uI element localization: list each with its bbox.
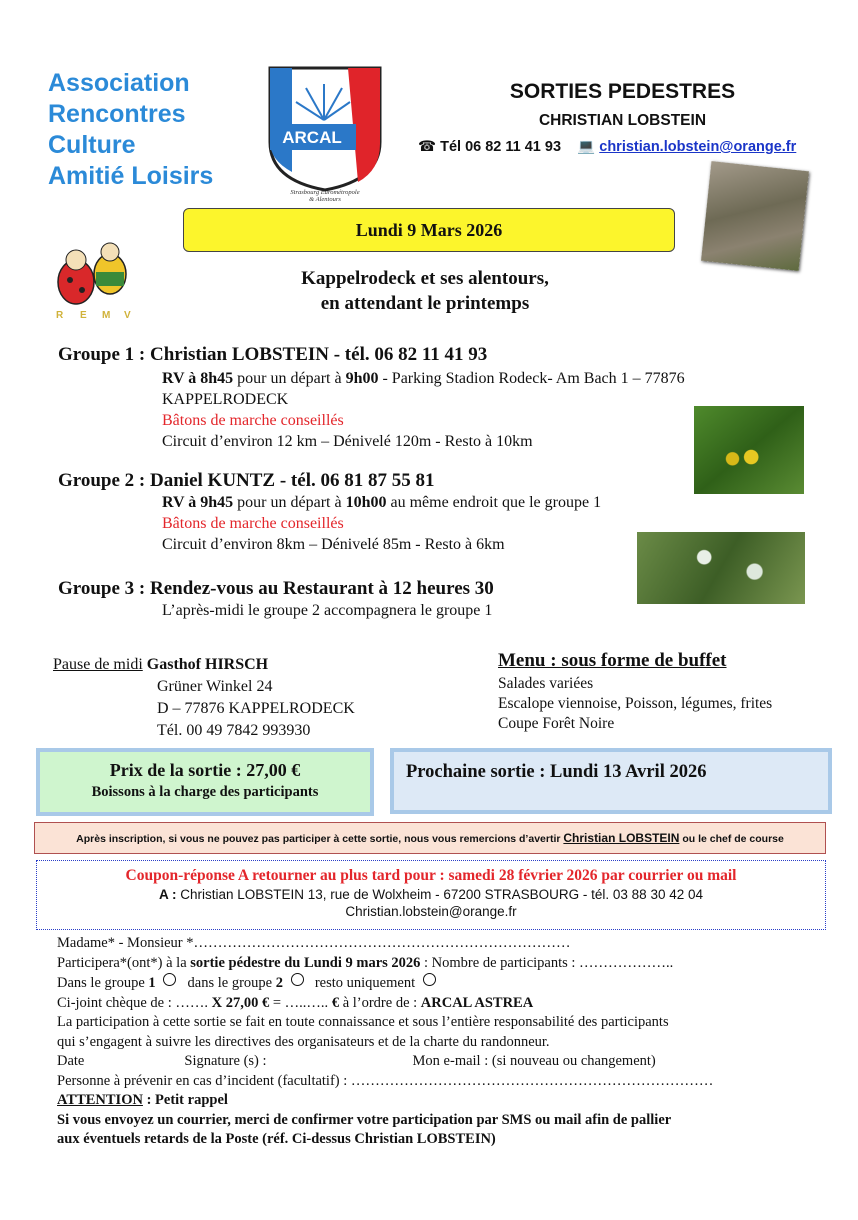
restaurant-name: Gasthof HIRSCH — [146, 656, 269, 673]
computer-icon: 💻 — [577, 139, 596, 155]
next-outing: Prochaine sortie : Lundi 13 Avril 2026 — [406, 762, 707, 782]
restaurant-tel: Tél. 00 49 7842 993930 — [157, 722, 311, 739]
group-2-details — [162, 492, 601, 555]
price-line: Prix de la sortie : 27,00 € — [109, 760, 301, 780]
outing-title — [250, 266, 600, 316]
statue-photo — [701, 161, 809, 271]
title-line: Kappelrodeck et ses alentours, — [301, 268, 549, 289]
form-text: resto uniquement — [314, 975, 416, 991]
coupon-addr-label: A : — [159, 887, 177, 902]
form-text: Participera*(ont*) à la — [57, 954, 191, 971]
group-1-heading: Groupe 1 : Christian LOBSTEIN - tél. 06 82 11 41 93 — [58, 344, 488, 365]
date-field[interactable]: Date — [57, 1053, 85, 1069]
attention-label: ATTENTION — [57, 1092, 143, 1108]
drinks-note: Boissons à la charge des participants — [91, 784, 319, 800]
rv-text: pour un départ à — [233, 370, 346, 387]
participants-field[interactable]: : Nombre de participants : ……………….. — [420, 954, 674, 971]
menu-item: Coupe Forêt Noire — [498, 715, 615, 732]
group-1-details — [162, 368, 685, 452]
form-text: Dans le groupe — [57, 975, 149, 991]
rv-place: au même endroit que le groupe 1 — [386, 494, 602, 511]
responsibility-text: La participation à cette sortie se fait en toute connaissance et sous l’entière responsabilité des participants — [57, 1014, 669, 1030]
phone-number: Tél 06 82 11 41 93 — [440, 139, 562, 155]
coupon-address: Christian LOBSTEIN 13, rue de Wolxheim - 67200 STRASBOURG - tél. 03 88 30 42 04 — [176, 887, 703, 902]
menu-item: Escalope viennoise, Poisson, légumes, frites — [498, 695, 773, 712]
mascot-letter: M — [102, 310, 111, 321]
next-outing-box — [390, 748, 832, 814]
crocus-photo — [694, 406, 804, 494]
notice-name: Christian LOBSTEIN — [563, 831, 680, 845]
batons-advice: Bâtons de marche conseillés — [162, 515, 344, 532]
rv-text: pour un départ à — [233, 494, 346, 511]
sms-reminder: Si vous envoyez un courrier, merci de confirmer votre participation par SMS ou mail afin de pallier — [57, 1111, 672, 1128]
rv-place: - Parking Stadion Rodeck- Am Bach 1 – 77876 — [378, 370, 685, 387]
assoc-line: Rencontres — [48, 100, 186, 128]
coupon-email: Christian.lobstein@orange.fr — [345, 904, 517, 919]
form-text: à l’ordre de : — [339, 994, 421, 1011]
cancellation-notice — [34, 822, 826, 854]
circuit-info: Circuit d’environ 12 km – Dénivelé 120m - Resto à 10km — [162, 433, 533, 450]
phone-icon: ☎ — [418, 139, 437, 155]
arcal-logo — [262, 62, 388, 202]
date-banner: Lundi 9 Mars 2026 — [183, 208, 675, 252]
circuit-info: Circuit d’environ 8km – Dénivelé 85m - Resto à 6km — [162, 536, 505, 553]
rv-place-line2: KAPPELRODECK — [162, 391, 289, 408]
notice-text: Après inscription, si vous ne pouvez pas participer à cette sortie, nous vous remercions d’avertir — [76, 833, 564, 845]
lunch-info — [53, 654, 355, 742]
form-text: dans le groupe — [187, 975, 276, 991]
menu-item: Salades variées — [498, 675, 594, 692]
group-number: 1 — [148, 975, 156, 991]
form-outing: sortie pédestre du Lundi 9 mars 2026 — [190, 954, 421, 971]
group-number: 2 — [275, 975, 283, 991]
form-group-choice — [57, 973, 713, 994]
logo-text: ARCAL — [282, 128, 342, 147]
form-participation — [57, 954, 713, 974]
coupon-header — [36, 860, 826, 930]
email-link[interactable]: christian.lobstein@orange.fr — [599, 139, 797, 155]
form-cheque — [57, 994, 713, 1014]
group-2-heading: Groupe 2 : Daniel KUNTZ - tél. 06 81 87 55 81 — [58, 470, 435, 491]
assoc-line: Association — [48, 69, 190, 97]
restaurant-street: Grüner Winkel 24 — [157, 678, 273, 695]
sms-reminder: aux éventuels retards de la Poste (réf. Ci-dessus Christian LOBSTEIN) — [57, 1131, 496, 1147]
group-3-note: L’après-midi le groupe 2 accompagnera le groupe 1 — [162, 602, 493, 619]
group-2-radio-icon[interactable] — [291, 973, 304, 986]
mascot-letter: R — [56, 310, 64, 321]
menu-heading: Menu : sous forme de buffet — [498, 650, 727, 671]
group-1-radio-icon[interactable] — [163, 973, 176, 986]
reply-form — [57, 934, 713, 1150]
euro-sign: € — [331, 994, 340, 1011]
incident-contact-field[interactable]: Personne à prévenir en cas d’incident (facultatif) : ………………………………………………………………… — [57, 1072, 714, 1089]
assoc-line: Amitié Loisirs — [48, 162, 214, 190]
notice-text: ou le chef de course — [679, 833, 784, 845]
email-field[interactable]: Mon e-mail : (si nouveau ou changement) — [412, 1053, 656, 1069]
form-date-signature — [57, 1052, 713, 1072]
form-text: Ci-joint chèque de : ……. — [57, 994, 212, 1011]
cheque-payee: ARCAL ASTREA — [420, 994, 534, 1011]
batons-advice: Bâtons de marche conseillés — [162, 412, 344, 429]
ladybug-mascot — [46, 236, 146, 322]
logo-caption: Strasbourg Eurométropole — [290, 189, 360, 196]
snowdrop-photo — [637, 532, 805, 604]
rv-time: RV à 9h45 — [162, 494, 234, 511]
responsibility-text: qui s’engagent à suivre les directives des organisateurs et de la charte du randonneur. — [57, 1033, 550, 1050]
menu — [498, 648, 772, 734]
rv-time: RV à 8h45 — [162, 370, 234, 387]
header-title: SORTIES PEDESTRES — [509, 80, 736, 103]
header-contact — [418, 138, 796, 155]
form-text: = …..….. — [269, 994, 332, 1011]
restaurant-city: D – 77876 KAPPELRODECK — [157, 700, 355, 717]
mascot-letter: E — [80, 310, 87, 321]
depart-time: 10h00 — [345, 494, 387, 511]
assoc-line: Culture — [48, 131, 136, 159]
cheque-price: X 27,00 € — [211, 994, 270, 1011]
resto-radio-icon[interactable] — [423, 973, 436, 986]
logo-caption: & Alentours — [309, 196, 341, 202]
signature-field[interactable]: Signature (s) : — [184, 1053, 267, 1069]
title-line: en attendant le printemps — [320, 293, 530, 314]
form-civility[interactable]: Madame* - Monsieur *…………………………………………………………………… — [57, 935, 571, 951]
association-name — [48, 68, 213, 192]
depart-time: 9h00 — [345, 370, 379, 387]
rappel-text: : Petit rappel — [142, 1092, 228, 1108]
organizer-name: CHRISTIAN LOBSTEIN — [538, 112, 707, 129]
lunch-label: Pause de midi — [53, 656, 143, 673]
price-box — [36, 748, 374, 816]
group-3-heading: Groupe 3 : Rendez-vous au Restaurant à 12 heures 30 — [58, 578, 494, 599]
mascot-letter: V — [124, 310, 131, 321]
coupon-title: Coupon-réponse A retourner au plus tard pour : samedi 28 février 2026 par courrier ou mail — [125, 867, 737, 884]
